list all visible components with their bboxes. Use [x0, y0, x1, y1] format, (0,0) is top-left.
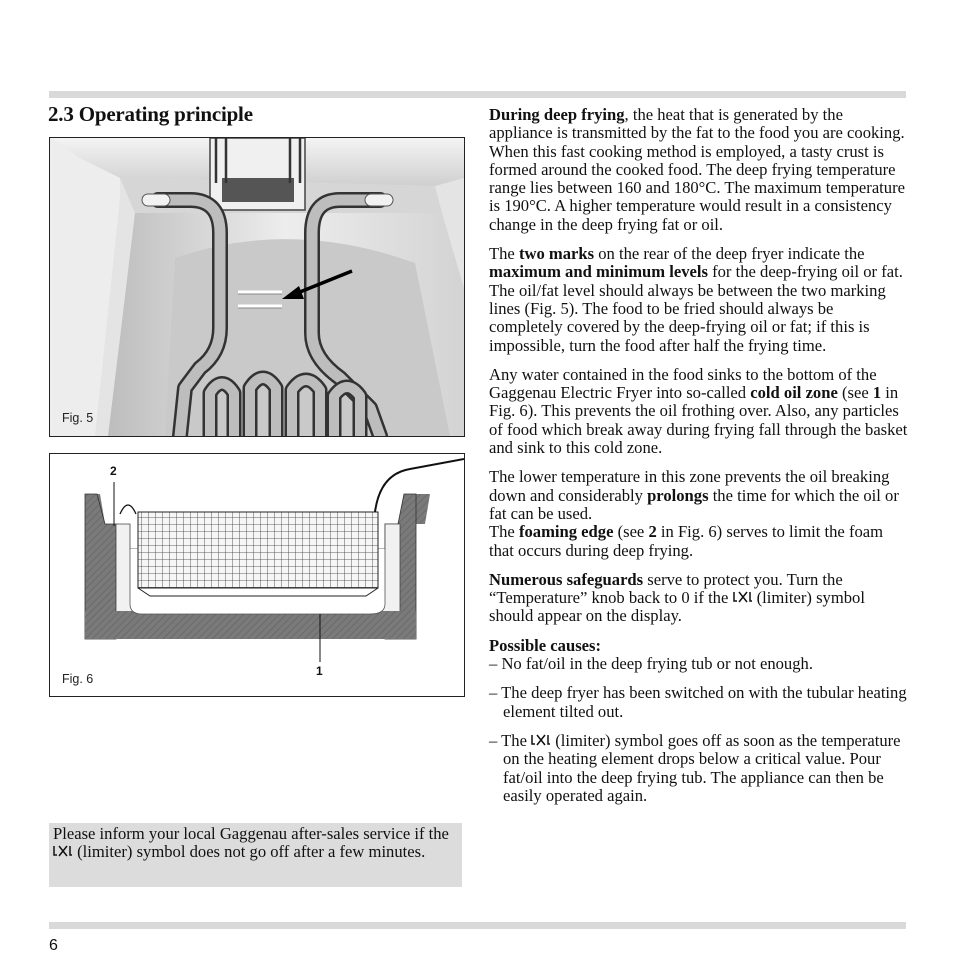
paragraph-deep-frying: During deep frying, the heat that is generated by the appliance is transmitted by the fat to the food you are cooking. When this fast cooking method is employed, a tasty crust is formed around the cooked food. The deep frying temperature range lies between 160 and 180°C. The maximum temperature is 190°C. A higher temperature would result in a consistency change in the deep frying fat or oil. [489, 105, 905, 234]
service-note [49, 823, 462, 887]
figure-6-label: Fig. 6 [62, 672, 94, 686]
paragraph-two-marks: The two marks on the rear of the deep fryer indicate the maximum and minimum levels for the deep-frying oil or fat. The oil/fat level should always be between the two marking lines (Fig. 5). The food to be fried should always be completely covered by the deep-frying oil or fat; if this is impossible, turn the food after half the frying time. [489, 244, 903, 355]
fryer-heating-element-illustration [50, 138, 464, 436]
figure-5 [49, 137, 465, 437]
paragraph-cold-oil-zone: Any water contained in the food sinks to the bottom of the Gaggenau Electric Fryer into so-called cold oil zone (see 1 in Fig. 6). This prevents the oil frothing over. Also, any particles of food which break away during frying fall through the basket and sink to this cold zone. [489, 364, 908, 458]
limiter-icon [531, 733, 551, 747]
paragraph-lower-temperature: The lower temperature in this zone prevents the oil breaking down and considerably prolongs the time for which the oil or fat can be used. [489, 467, 899, 523]
page-number: 6 [49, 937, 58, 954]
bottom-rule [49, 922, 906, 929]
figure-6 [49, 453, 465, 697]
section-title: 2.3 Operating principle [48, 102, 253, 126]
body-text-column [489, 106, 909, 816]
causes-heading: Possible causes: [489, 635, 602, 655]
limiter-icon [53, 844, 73, 858]
cause-item-3: – The (limiter) symbol goes off as soon as the temperature on the heating element drops below a critical value. Pour fat/oil into the deep frying tub. The appliance can then be easily operated again. [489, 730, 901, 805]
limiter-icon [733, 590, 753, 604]
cause-item-1: – No fat/oil in the deep frying tub or not enough. [489, 654, 813, 674]
paragraph-safeguards: Numerous safeguards serve to protect you. Turn the “Temperature” knob back to 0 if the (limiter) symbol should appear on the display. [489, 569, 865, 626]
callout-1: 1 [316, 664, 323, 678]
figure-5-label: Fig. 5 [62, 411, 94, 425]
cause-item-2: – The deep fryer has been switched on with the tubular heating element tilted out. [489, 683, 907, 721]
note-text-1: Please inform your local Gaggenau after-sales service if the [53, 824, 449, 843]
paragraph-foaming-edge: The foaming edge (see 2 in Fig. 6) serves to limit the foam that occurs during deep frying. [489, 522, 884, 560]
top-rule [49, 91, 906, 98]
callout-2: 2 [110, 464, 117, 478]
fryer-cross-section-diagram [50, 454, 464, 696]
note-text-2: (limiter) symbol does not go off after a few minutes. [73, 842, 426, 862]
